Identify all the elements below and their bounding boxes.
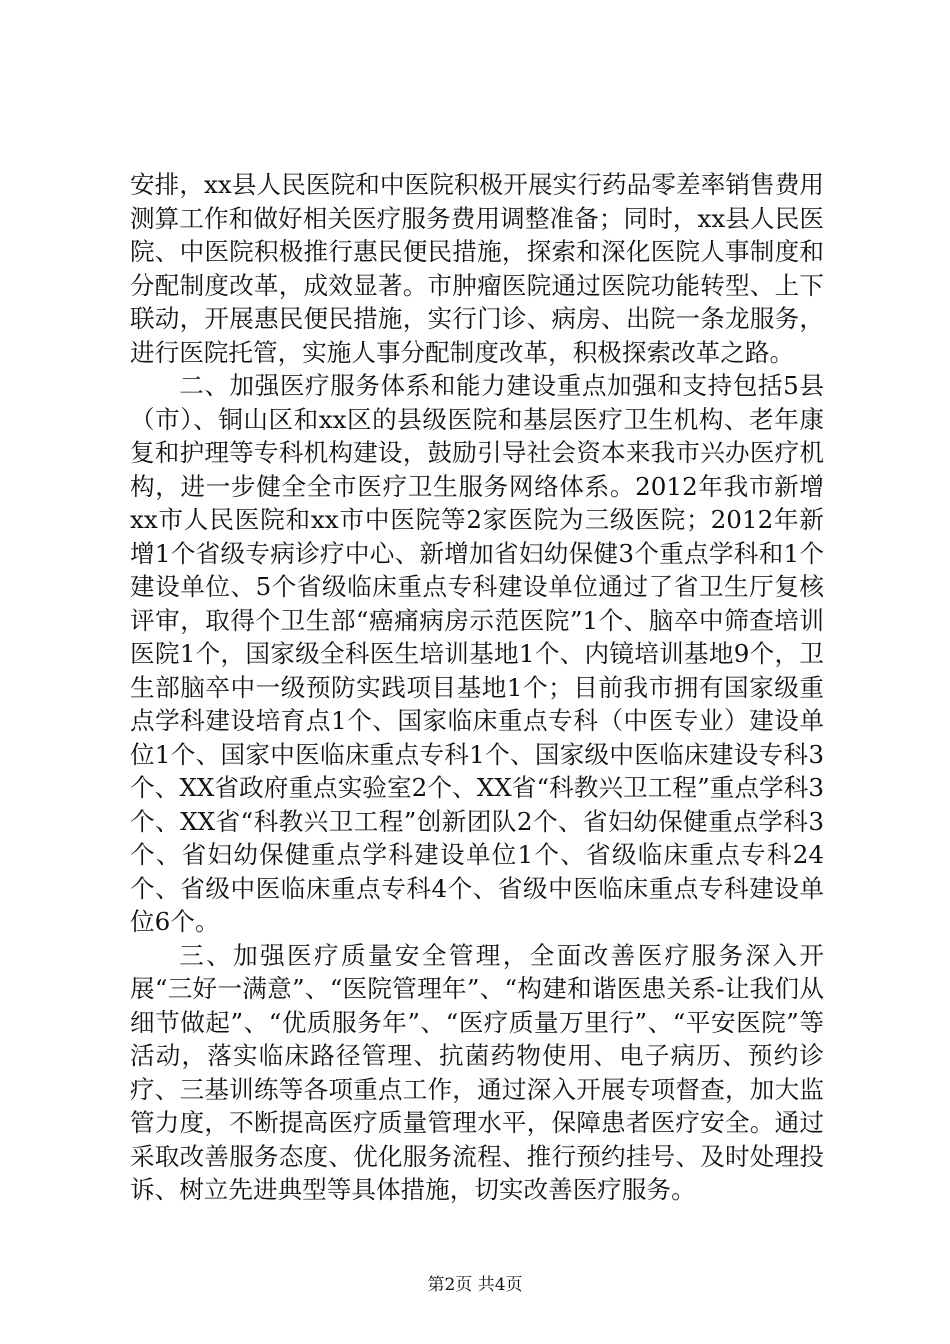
page-number-footer: 第2页 共4页 [427, 1275, 523, 1295]
paragraph-section-three: 三、加强医疗质量安全管理，全面改善医疗服务深入开展“三好一满意”、“医院管理年”、“构建和谐医患关系-让我们从细节做起”、“优质服务年”、“医疗质量万里行”、“平安医院”等活动，落实临床路径管理、抗菌药物使用、电子病历、预约诊疗、三基训练等各项重点工作，通过深入开展专项督查，加大监管力度，不断提高医疗质量管理水平，保障患者医疗安全。通过采取改善服务态度、优化服务流程、推行预约挂号、及时处理投诉、树立先进典型等具体措施，切实改善医疗服务。 [130, 940, 824, 1204]
document-body [130, 168, 824, 1207]
paragraph-section-two: 二、加强医疗服务体系和能力建设重点加强和支持包括5县（市）、铜山区和xx区的县级医院和基层医疗卫生机构、老年康复和护理等专科机构建设，鼓励引导社会资本来我市兴办医疗机构，进一步健全全市医疗卫生服务网络体系。2012年我市新增xx市人民医院和xx市中医院等2家医院为三级医院；2012年新增1个省级专病诊疗中心、新增加省妇幼保健3个重点学科和1个建设单位、5个省级临床重点专科建设单位通过了省卫生厅复核评审，取得个卫生部“癌痛病房示范医院”1个、脑卒中筛查培训医院1个，国家级全科医生培训基地1个、内镜培训基地9个，卫生部脑卒中一级预防实践项目基地1个；目前我市拥有国家级重点学科建设培育点1个、国家临床重点专科（中医专业）建设单位1个、国家中医临床重点专科1个、国家级中医临床建设专科3个、XX省政府重点实验室2个、XX省“科教兴卫工程”重点学科3个、XX省“科教兴卫工程”创新团队2个、省妇幼保健重点学科3个、省妇幼保健重点学科建设单位1个、省级临床重点专科24个、省级中医临床重点专科4个、省级中医临床重点专科建设单位6个。 [130, 371, 824, 936]
paragraph-continuation: 安排，xx县人民医院和中医院积极开展实行药品零差率销售费用测算工作和做好相关医疗服务费用调整准备；同时，xx县人民医院、中医院积极推行惠民便民措施，探索和深化医院人事制度和分配制度改革，成效显著。市肿瘤医院通过医院功能转型、上下联动，开展惠民便民措施，实行门诊、病房、出院一条龙服务，进行医院托管，实施人事分配制度改革，积极探索改革之路。 [130, 170, 824, 367]
